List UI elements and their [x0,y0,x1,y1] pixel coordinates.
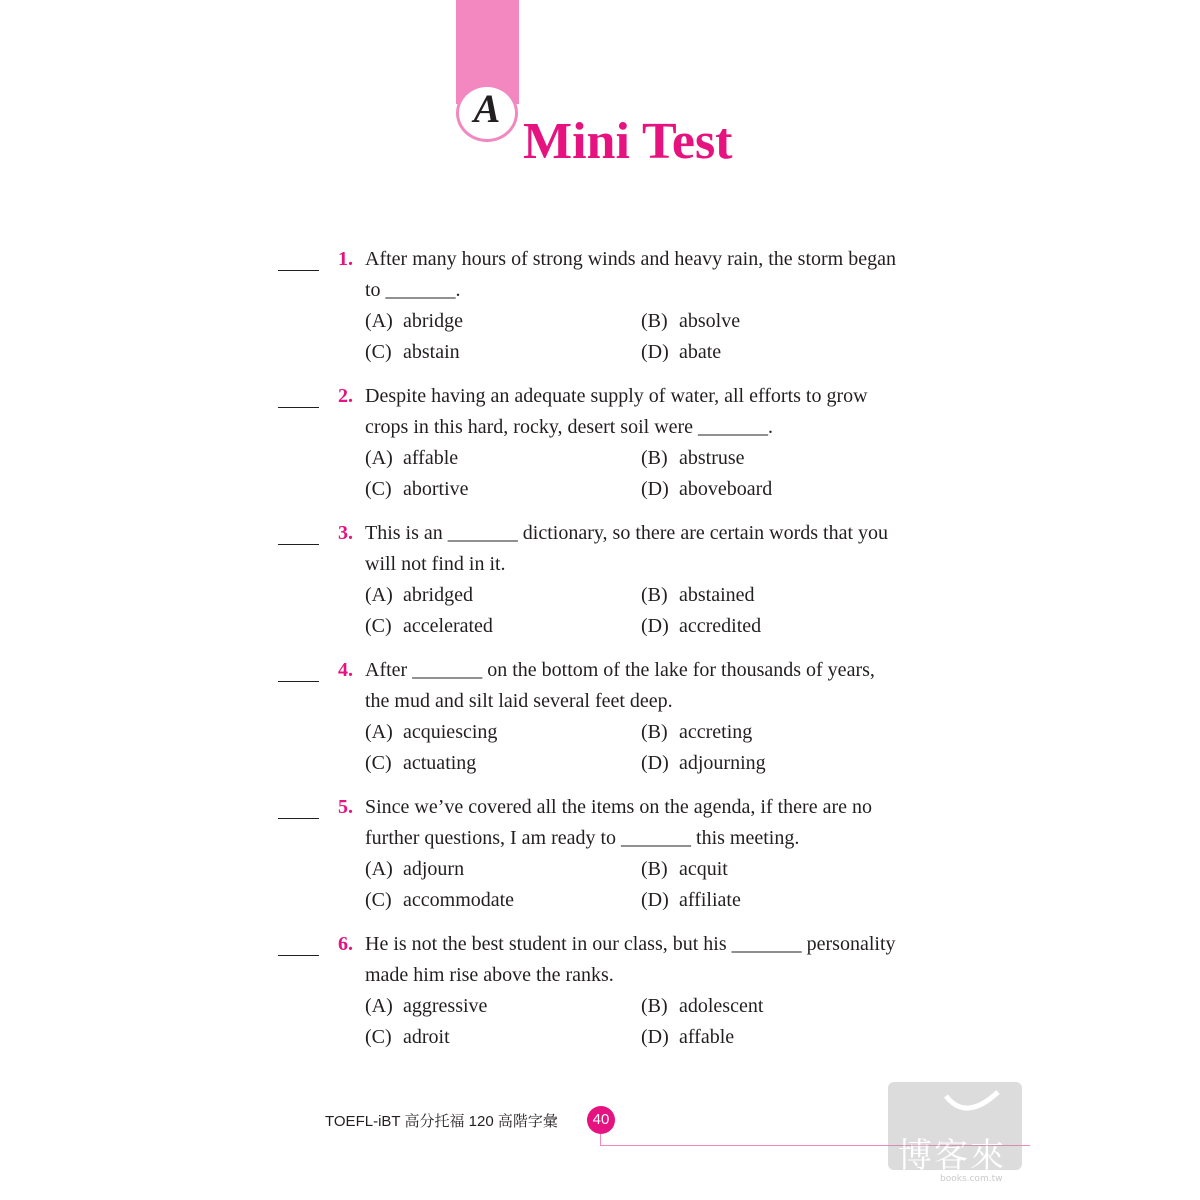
option-d[interactable] [641,889,741,912]
option-b[interactable] [641,310,740,333]
option-d[interactable] [641,752,766,775]
option-d[interactable] [641,615,761,638]
option-label: (A) [365,721,393,743]
option-text: abate [679,341,722,363]
option-label: (B) [641,858,668,880]
option-label: (D) [641,889,669,911]
option-label: (D) [641,1026,669,1048]
option-text: accommodate [403,889,515,911]
option-label: (D) [641,752,669,774]
option-c[interactable] [365,752,476,775]
option-label: (B) [641,310,668,332]
option-label: (C) [365,615,392,637]
option-label: (D) [641,341,669,363]
option-text: adroit [403,1026,450,1048]
option-c[interactable] [365,615,493,638]
option-a[interactable] [365,584,473,607]
question-number: 1. [338,248,353,270]
question-text-line: Since we’ve covered all the items on the agenda, if there are no [365,796,873,818]
question-1 [0,248,1200,378]
watermark-text: 博客來 [898,1136,1006,1176]
option-b[interactable] [641,858,728,881]
option-a[interactable] [365,995,487,1018]
watermark [888,1082,1022,1182]
question-number: 6. [338,933,353,955]
question-text-line: made him rise above the ranks. [365,964,614,986]
question-text-line: After _______ on the bottom of the lake for thousands of years, [365,659,875,681]
option-a[interactable] [365,721,497,744]
answer-blank[interactable] [278,270,319,271]
answer-blank[interactable] [278,681,319,682]
answer-blank[interactable] [278,407,319,408]
question-4 [0,659,1200,789]
option-label: (A) [365,310,393,332]
option-label: (B) [641,447,668,469]
answer-blank[interactable] [278,818,319,819]
option-text: affable [679,1026,735,1048]
option-label: (C) [365,341,392,363]
option-c[interactable] [365,478,469,501]
question-number: 2. [338,385,353,407]
question-number: 5. [338,796,353,818]
option-d[interactable] [641,341,721,364]
option-text: accreting [679,721,753,743]
option-text: abstruse [679,447,745,469]
option-label: (C) [365,889,392,911]
option-c[interactable] [365,341,460,364]
option-text: accredited [679,615,762,637]
option-text: adjourn [403,858,465,880]
option-label: (D) [641,615,669,637]
option-text: acquiescing [403,721,498,743]
option-text: abstain [403,341,460,363]
option-text: acquit [679,858,728,880]
answer-blank[interactable] [278,955,319,956]
option-text: affiliate [679,889,741,911]
option-label: (B) [641,584,668,606]
option-label: (A) [365,995,393,1017]
page-number: 40 [587,1106,615,1134]
option-b[interactable] [641,721,752,744]
option-text: abridged [403,584,473,606]
option-label: (D) [641,478,669,500]
question-5 [0,796,1200,926]
option-text: accelerated [403,615,493,637]
option-label: (A) [365,447,393,469]
section-letter: A [473,86,501,131]
option-text: absolve [679,310,741,332]
option-d[interactable] [641,478,772,501]
option-label: (C) [365,1026,392,1048]
question-text-line: He is not the best student in our class, but his _______ personality [365,933,896,955]
question-text-line: This is an _______ dictionary, so there are certain words that you [365,522,889,544]
option-label: (B) [641,995,668,1017]
option-a[interactable] [365,310,463,333]
question-text-line: to _______. [365,279,461,301]
question-2 [0,385,1200,515]
option-c[interactable] [365,889,514,912]
question-text-line: crops in this hard, rocky, desert soil were _______. [365,416,774,438]
option-a[interactable] [365,447,458,470]
question-text-line: will not find in it. [365,553,506,575]
question-text-line: the mud and silt laid several feet deep. [365,690,673,712]
option-label: (B) [641,721,668,743]
option-text: aboveboard [679,478,773,500]
answer-blank[interactable] [278,544,319,545]
smile-icon [888,1082,1022,1128]
question-6 [0,933,1200,1063]
option-text: adolescent [679,995,764,1017]
option-label: (C) [365,478,392,500]
option-text: actuating [403,752,477,774]
question-3 [0,522,1200,652]
option-a[interactable] [365,858,464,881]
question-number: 3. [338,522,353,544]
question-text-line: Despite having an adequate supply of water, all efforts to grow [365,385,868,407]
option-text: abortive [403,478,469,500]
option-b[interactable] [641,447,745,470]
question-text-line: further questions, I am ready to _______ this meeting. [365,827,800,849]
watermark-url: books.com.tw [940,1174,1003,1184]
section-badge [456,84,518,142]
option-text: aggressive [403,995,488,1017]
option-b[interactable] [641,584,755,607]
question-text-line: After many hours of strong winds and heavy rain, the storm began [365,248,896,270]
option-label: (A) [365,584,393,606]
page-title: Mini Test [523,113,733,170]
option-label: (C) [365,752,392,774]
option-d[interactable] [641,1026,734,1049]
option-text: adjourning [679,752,766,774]
option-b[interactable] [641,995,763,1018]
option-text: affable [403,447,459,469]
option-label: (A) [365,858,393,880]
footer-book-title: TOEFL-iBT 高分托福 120 高階字彙 [325,1113,558,1130]
question-number: 4. [338,659,353,681]
option-text: abstained [679,584,755,606]
option-c[interactable] [365,1026,450,1049]
option-text: abridge [403,310,463,332]
